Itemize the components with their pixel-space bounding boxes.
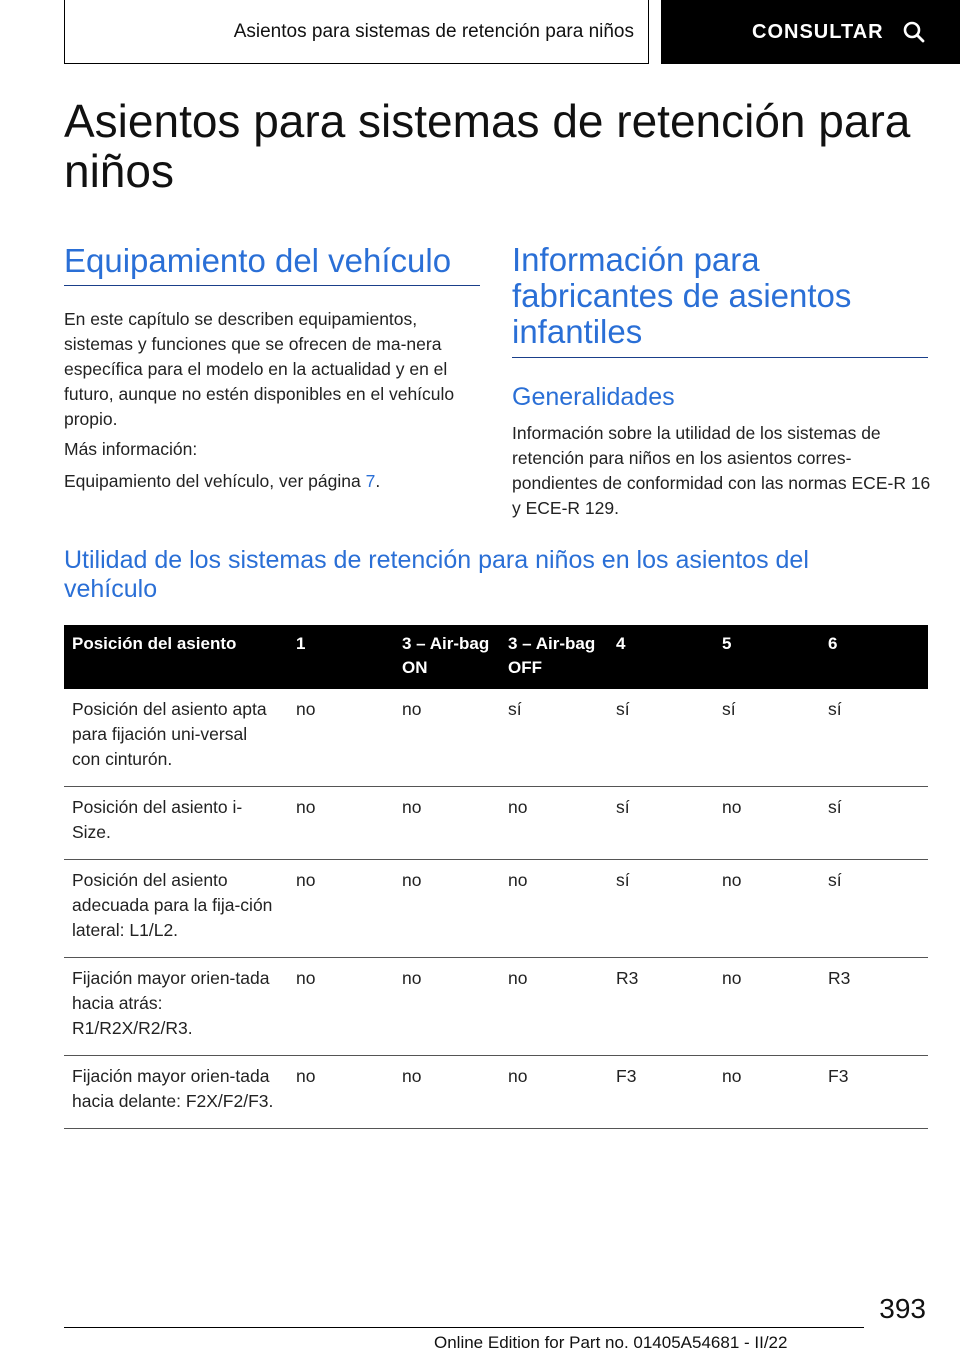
table-cell: no [500,860,608,958]
table-cell: Fijación mayor orien-tada hacia delante: F2X/F2/F3. [64,1056,288,1129]
right-para: Información sobre la utilidad de los sistemas de retención para niños en los asientos corres-pondientes de conformidad con las normas ECE-R 16 y ECE-R 129. [512,423,931,518]
table-cell: sí [820,787,928,860]
col-header: 3 – Air-bag ON [394,625,500,689]
table-cell: no [394,787,500,860]
table-cell: sí [608,860,714,958]
consult-button[interactable] [661,0,960,64]
col-header: 3 – Air-bag OFF [500,625,608,689]
table-heading: Utilidad de los sistemas de retención para niños en los asientos del vehículo [64,546,809,603]
table-cell: R3 [820,958,928,1056]
table-cell: Posición del asiento adecuada para la fija-ción lateral: L1/L2. [64,860,288,958]
table-cell: no [288,1056,394,1129]
table-cell: no [500,1056,608,1129]
search-icon [902,20,926,44]
page-number: 393 [879,1293,926,1324]
consult-label: CONSULTAR [752,20,884,43]
table-cell: F3 [820,1056,928,1129]
table-cell: no [288,860,394,958]
table-cell: sí [500,689,608,787]
table-cell: F3 [608,1056,714,1129]
table-cell: no [394,689,500,787]
table-cell: sí [820,689,928,787]
table-row [64,787,928,860]
table-cell: sí [820,860,928,958]
table-row [64,958,928,1056]
table-cell: no [288,787,394,860]
table-cell: Fijación mayor orien-tada hacia atrás: R1/R2X/R2/R3. [64,958,288,1056]
table-cell: no [394,1056,500,1129]
header-section-title [64,0,649,64]
left-para-1: En este capítulo se describen equipamientos, sistemas y funciones que se ofrecen de ma-nera específica para el modelo en la actualidad y en el futuro, aunque no estén disponibles en el vehículo propio. [64,309,455,429]
table-cell: no [288,958,394,1056]
left-para-3 [64,469,484,494]
right-heading: Información para fabricantes de asientos infantiles [512,241,852,350]
table-cell: no [500,787,608,860]
page-link[interactable]: 7 [365,471,376,491]
left-heading-rule [64,285,480,286]
table-cell: no [714,1056,820,1129]
table-cell: Posición del asiento i-Size. [64,787,288,860]
table-cell: no [394,860,500,958]
page-title: Asientos para sistemas de retención para niños [64,95,911,197]
right-subheading: Generalidades [512,383,675,411]
table-row [64,1056,928,1129]
table-cell: no [714,860,820,958]
edition-text: Online Edition for Part no. 01405A54681 - II/22 [434,1333,788,1352]
table-cell: R3 [608,958,714,1056]
right-heading-rule [512,357,928,358]
table-cell: no [714,787,820,860]
table-row [64,689,928,787]
table-cell: no [394,958,500,1056]
left-para-2: Más información: [64,439,198,459]
table-cell: sí [714,689,820,787]
col-header: 1 [288,625,394,689]
section-title-text: Asientos para sistemas de retención para niños [233,20,634,42]
table-header-row [64,625,928,689]
col-header: Posición del asiento [64,625,288,689]
col-header: 6 [820,625,928,689]
table-cell: sí [608,689,714,787]
table-cell: sí [608,787,714,860]
table-cell: no [500,958,608,1056]
table-row [64,860,928,958]
table-cell: Posición del asiento apta para fijación uni-versal con cinturón. [64,689,288,787]
col-header: 4 [608,625,714,689]
seat-matrix-table [64,625,928,1129]
col-header: 5 [714,625,820,689]
left-para-3-end: . [375,471,381,491]
table-cell: no [714,958,820,1056]
left-para-3-text: Equipamiento del vehículo, ver página [64,471,366,491]
left-heading: Equipamiento del vehículo [64,242,452,279]
footer-rule [64,1327,864,1328]
table-cell: no [288,689,394,787]
